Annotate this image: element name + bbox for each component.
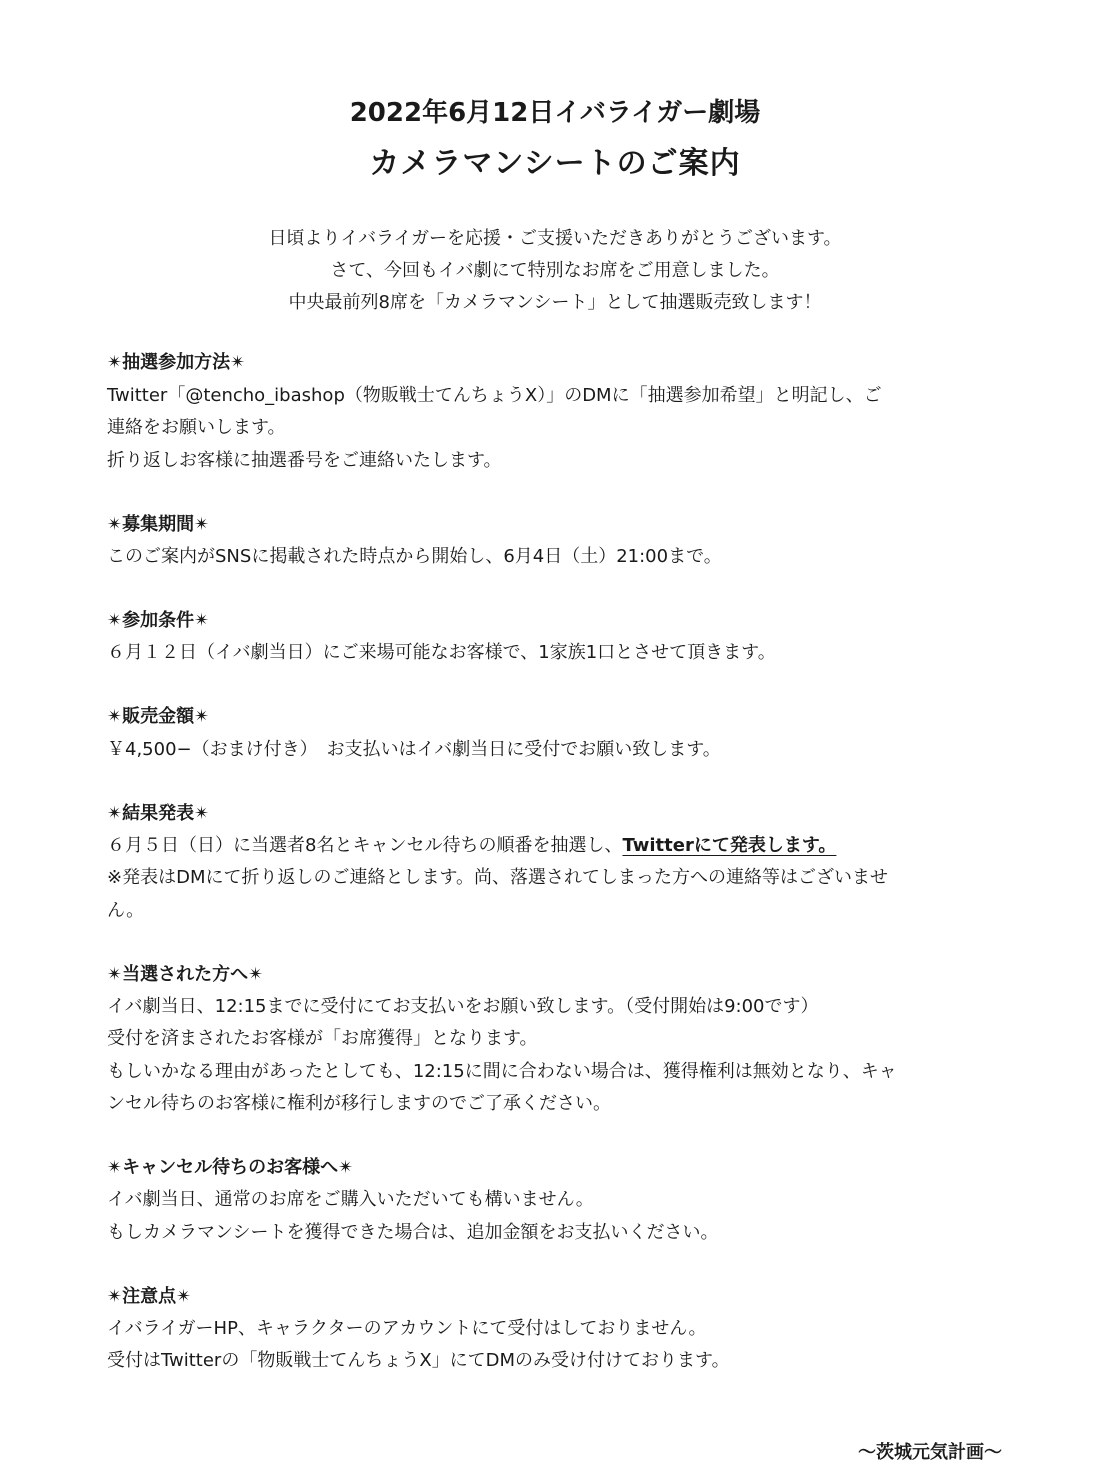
section-heading-notes: ✴︎注意点✴︎ <box>107 1286 192 1307</box>
result-text: ※発表はDMにて折り返しのご連絡とします。尚、落選されてしまった方への連絡等はございませ <box>107 867 889 888</box>
waitlist-text: もしカメラマンシートを獲得できた場合は、追加金額をお支払いください。 <box>107 1222 719 1243</box>
intro-line: 中央最前列8席を「カメラマンシート」として抽選販売致します！ <box>288 292 822 313</box>
section-heading-period: ✴︎募集期間✴︎ <box>107 514 210 535</box>
page-title-date: 2022年6月12日イバライガー劇場 <box>349 98 761 128</box>
section-heading-result: ✴︎結果発表✴︎ <box>107 803 210 824</box>
section-heading-waitlist: ✴︎キャンセル待ちのお客様へ✴︎ <box>107 1157 354 1178</box>
section-heading-price: ✴︎販売金額✴︎ <box>107 706 210 727</box>
method-text: 連絡をお願いします。 <box>107 417 286 438</box>
intro-line: さて、今回もイバ劇にて特別なお席をご用意しました。 <box>330 260 780 281</box>
method-text: Twitter「@tencho_ibashop（物販戦士てんちょうX）」のDMに「抽選参加希望」と明記し、ご <box>107 385 882 406</box>
section-heading-conditions: ✴︎参加条件✴︎ <box>107 610 210 631</box>
winners-text: ンセル待ちのお客様に権利が移行しますのでご了承ください。 <box>107 1093 611 1114</box>
result-text-emphasis: Twitterにて発表します。 <box>622 835 837 856</box>
method-text: 折り返しお客様に抽選番号をご連絡いたします。 <box>107 450 502 471</box>
page-title: カメラマンシートのご案内 <box>369 146 741 181</box>
winners-text: 受付を済まされたお客様が「お席獲得」となります。 <box>107 1028 538 1049</box>
intro-line: 日頃よりイバライガーを応援・ご支援いただきありがとうございます。 <box>268 228 842 249</box>
result-text: ん。 <box>107 900 145 921</box>
period-text: このご案内がSNSに掲載された時点から開始し、6月4日（土）21:00まで。 <box>107 546 722 567</box>
notes-text: 受付はTwitterの「物販戦士てんちょうX」にてDMのみ受け付けております。 <box>107 1350 730 1371</box>
notes-text: イバライガーHP、キャラクターのアカウントにて受付はしておりません。 <box>107 1318 707 1339</box>
result-text-plain: ６月５日（日）に当選者8名とキャンセル待ちの順番を抽選し、 <box>107 835 623 856</box>
section-heading-winners: ✴︎当選された方へ✴︎ <box>107 964 264 985</box>
winners-text: イバ劇当日、12:15までに受付にてお支払いをお願い致します。（受付開始は9:00です） <box>107 996 819 1017</box>
signature: 〜茨城元気計画〜 <box>858 1442 1002 1463</box>
conditions-text: ６月１２日（イバ劇当日）にご来場可能なお客様で、1家族1口とさせて頂きます。 <box>107 642 776 663</box>
price-text: ￥4,500−（おまけ付き） お支払いはイバ劇当日に受付でお願い致します。 <box>107 739 721 760</box>
section-heading-method: ✴︎抽選参加方法✴︎ <box>107 352 246 373</box>
result-text <box>107 831 1007 857</box>
winners-text: もしいかなる理由があったとしても、12:15に間に合わない場合は、獲得権利は無効となり、キャ <box>107 1061 897 1082</box>
waitlist-text: イバ劇当日、通常のお席をご購入いただいても構いません。 <box>107 1189 594 1210</box>
